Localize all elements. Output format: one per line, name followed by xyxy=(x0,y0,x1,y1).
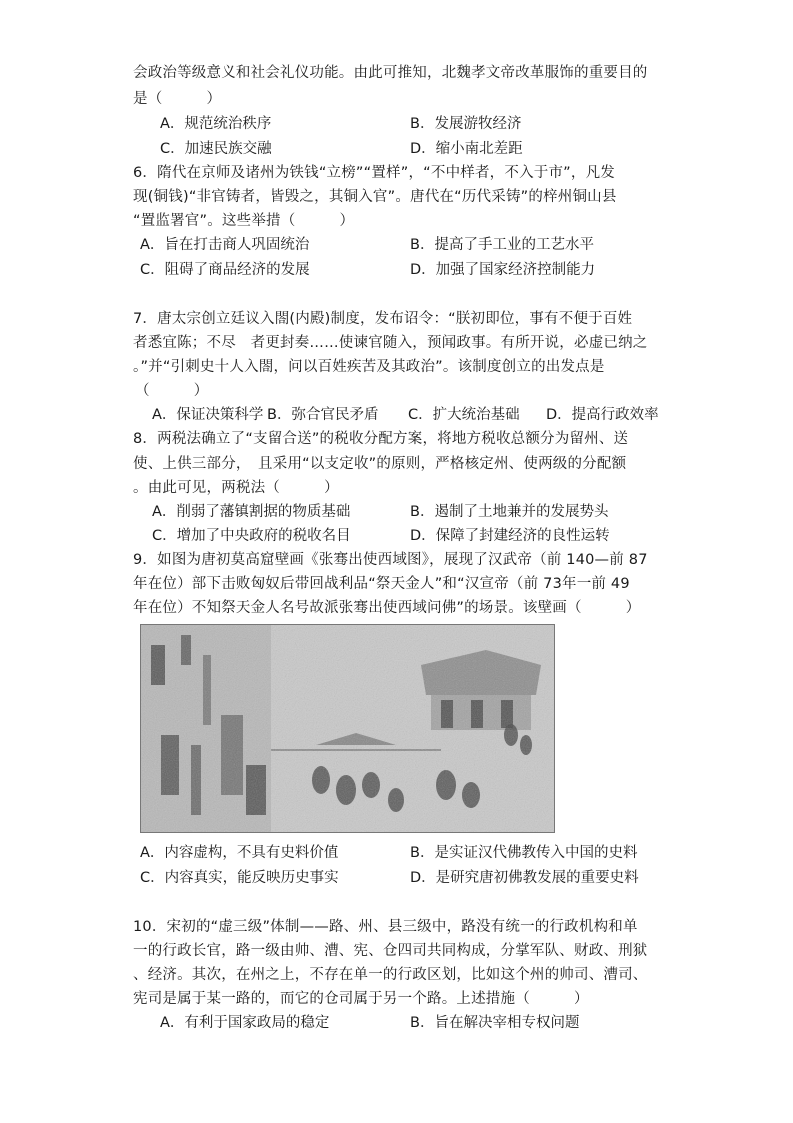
q9-option-c: C．内容真实，能反映历史事实 xyxy=(140,870,339,886)
q9-stem-line-2: 年在位）部下击败匈奴后带回战利品“祭天金人”和“汉宣帝（前 73年一前 49 xyxy=(133,576,630,592)
q7-option-c: C．扩大统治基础 xyxy=(408,407,520,423)
q9-option-b: B．是实证汉代佛教传入中国的史料 xyxy=(410,845,638,861)
q6-stem-line-1: 6．隋代在京师及诸州为铁钱“立榜”“置样”，“不中样者，不入于市”，凡发 xyxy=(133,165,615,181)
q8-stem-line-3: 。由此可见，两税法（ ） xyxy=(133,480,339,496)
q10-option-a: A．有利于国家政局的稳定 xyxy=(160,1015,330,1031)
q8-stem-line-2: 使、上供三部分， 且采用“以支定收”的原则，严格核定州、使两级的分配额 xyxy=(133,456,627,472)
q9-stem-line-3: 年在位）不知祭天金人名号故派张骞出使西域问佛”的场景。该壁画（ ） xyxy=(133,600,641,616)
q5-option-a: A．规范统治秩序 xyxy=(160,116,272,132)
q5-stem-line-2: 是（ ） xyxy=(133,91,222,107)
q8-option-c: C．增加了中央政府的税收名目 xyxy=(152,528,351,544)
q8-option-b: B．遏制了土地兼并的发展势头 xyxy=(410,504,609,520)
q6-option-d: D．加强了国家经济控制能力 xyxy=(410,262,596,278)
q9-stem-line-1: 9．如图为唐初莫高窟壁画《张骞出使西域图》，展现了汉武帝（前 140—前 87 xyxy=(133,552,648,568)
q8-option-d: D．保障了封建经济的良性运转 xyxy=(410,528,610,544)
q5-option-c: C．加速民族交融 xyxy=(160,141,272,157)
q5-stem-line-1: 会政治等级意义和社会礼仪功能。由此可推知，北魏孝文帝改革服饰的重要目的 xyxy=(133,65,648,81)
q7-stem-line-1: 7．唐太宗创立廷议入閤(内殿)制度，发布诏令：“朕初即位，事有不便于百姓 xyxy=(133,311,633,327)
q5-option-b: B．发展游牧经济 xyxy=(410,116,522,132)
mural-image xyxy=(140,624,555,833)
q6-option-a: A．旨在打击商人巩固统治 xyxy=(140,237,310,253)
q7-stem-line-3: 。”并“引刺史十人入閤，问以百姓疾苦及其政治”。该制度创立的出发点是 xyxy=(133,359,605,375)
q6-stem-line-3: “置监署官”。这些举措（ ） xyxy=(133,213,355,229)
q7-option-b: B．弥合官民矛盾 xyxy=(267,407,379,423)
q10-stem-line-2: 一的行政长官，路一级由帅、漕、宪、仓四司共同构成，分掌军队、财政、刑狱 xyxy=(133,943,648,959)
q8-option-a: A．削弱了藩镇割据的物质基础 xyxy=(152,504,351,520)
q7-option-d: D．提高行政效率 xyxy=(546,407,659,423)
q10-stem-line-3: 、经济。其次，在州之上，不存在单一的行政区划，比如这个州的帅司、漕司、 xyxy=(133,967,648,983)
mural-illustration xyxy=(141,625,554,832)
q10-option-b: B．旨在解决宰相专权问题 xyxy=(410,1015,580,1031)
q5-option-d: D．缩小南北差距 xyxy=(410,141,523,157)
q10-stem-line-4: 宪司是属于某一路的，而它的仓司属于另一个路。上述措施（ ） xyxy=(133,991,589,1007)
q10-stem-line-1: 10．宋初的“虚三级”体制——路、州、县三级中，路没有统一的行政机构和单 xyxy=(133,919,638,935)
q6-option-c: C．阻碍了商品经济的发展 xyxy=(140,262,310,278)
q9-option-a: A．内容虚构，不具有史料价值 xyxy=(140,845,339,861)
q8-stem-line-1: 8．两税法确立了“支留合送”的税收分配方案，将地方税收总额分为留州、送 xyxy=(133,431,629,447)
q7-stem-line-4: （ ） xyxy=(135,383,209,399)
q6-stem-line-2: 现(铜钱)“非官铸者，皆毁之，其铜入官”。唐代在“历代采铸”的梓州铜山县 xyxy=(133,189,617,205)
q9-option-d: D．是研究唐初佛教发展的重要史料 xyxy=(410,870,639,886)
q6-option-b: B．提高了手工业的工艺水平 xyxy=(410,237,594,253)
q7-stem-line-2: 者悉宜陈；不尽 者更封奏……使谏官随入，预闻政事。有所开说，必虚已纳之 xyxy=(133,335,648,351)
q7-option-a: A．保证决策科学 xyxy=(152,407,264,423)
